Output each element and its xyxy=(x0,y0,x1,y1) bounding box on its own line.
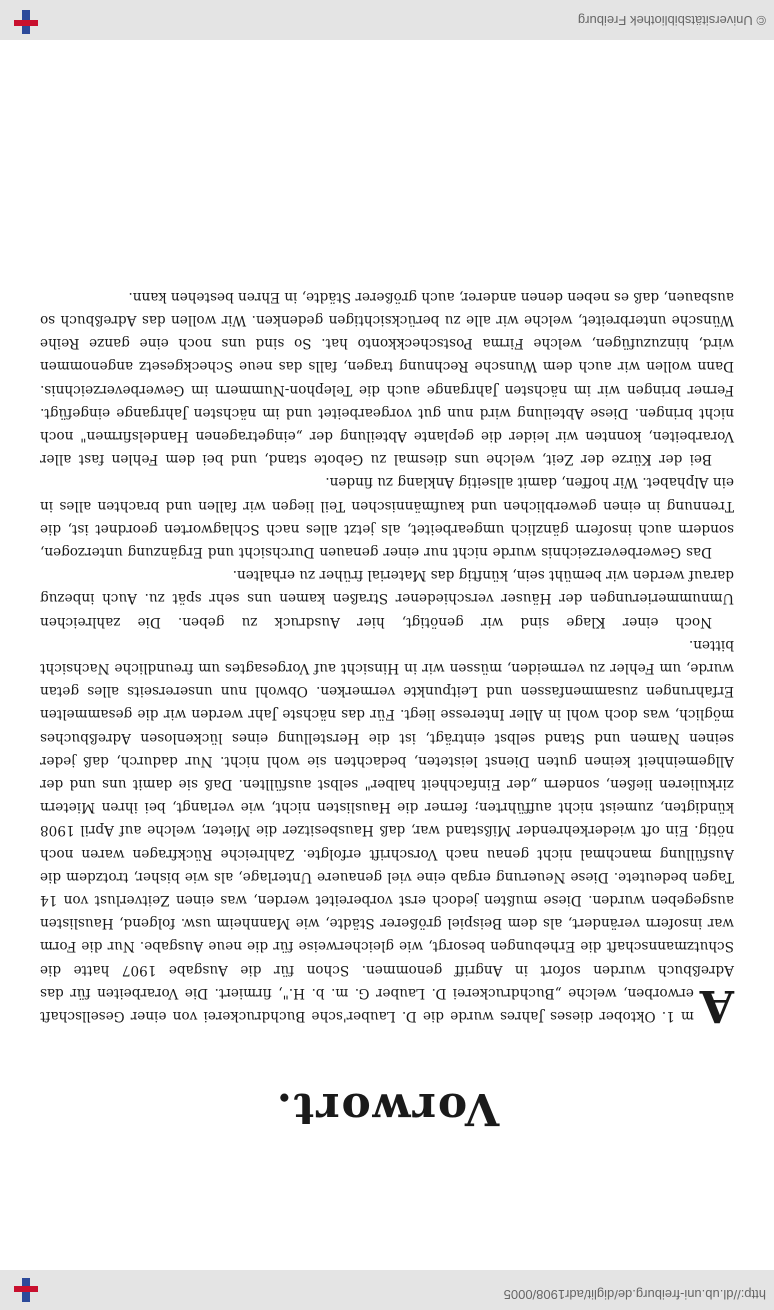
document-page xyxy=(40,52,734,1252)
source-url[interactable]: http://dl.ub.uni-freiburg.de/diglit/adr1908/0005 xyxy=(503,1287,766,1302)
paragraph-1 xyxy=(40,633,734,1031)
copyright-notice: © Universitätsbibliothek Freiburg xyxy=(577,13,766,28)
university-logo-icon xyxy=(6,1270,46,1310)
viewer-bottom-bar xyxy=(0,0,774,40)
viewer-top-bar xyxy=(0,1270,774,1310)
paragraph-1-text: m 1. Oktober dieses Jahres wurde die D. Lauber'sche Buchdruckerei von einer Gesellschaft erworben, welche „Buchdruckerei D. Lauber G. m. b. H.", firmiert. Die Vorarbeiten für das Adreßbuch wurden sofort in Angriff genommen. Schon für die Ausgabe 1907 hatte die Schutzmannschaft die Erhebungen besorgt, wie gleicherweise für die neue Ausgabe. Nur die Form war insofern verändert, als dem Beispiel größerer Städte, wie Mannheim usw. folgend, Hauslisten ausgegeben wurden. Diese mußten jedoch erst vorbereitet werden, was einen Zeitverlust von 14 Tagen bedeutete. Diese Neuerung ergab eine viel genauere Unterlage, als wie bisher, trotzdem die Ausfüllung manchmal nicht genau nach Vorschrift erfolgte. Zahlreiche Rückfragen waren noch nötig. Ein oft wiederkehrender Mißstand war, daß Hausbesitzer die Mieter, welche auf April 1908 kündigten, zumeist nicht aufführten; ferner die Hauslisten nicht, wie verlangt, bei ihren Mietern zirkulieren ließen, sondern „der Einfachheit halber" selbst ausfüllten. Daß sie damit uns und der Allgemeinheit keinen guten Dienst leisteten, bedachten sie wohl nicht. Nur dadurch, daß jeder seinen Namen und Stand selbst einträgt, ist die Herstellung eines lückenlosen Adreßbuches möglich, was doch wohl in Aller Interesse liegt. Für das nächste Jahr werden wir die gesammelten Erfahrungen zusammenfassen und Leitpunkte vermerken. Obwohl nun unsererseits alles getan wurde, um Fehler zu vermeiden, müssen wir in Hinsicht auf Vorgesagtes um freundliche Nachsicht bitten. xyxy=(40,636,734,1024)
paragraph-3: Das Gewerbeverzeichnis wurde nicht nur einer genauen Durchsicht und Ergänzung unterzogen, sondern auch insofern gänzlich umgearbeitet, als jetzt alles nach Schlagworten geordnet ist, die Trennung in einen gewerblichen und kaufmännischen Teil liegen wir fallen und brachten alles in ein Alphabet. Wir hoffen, damit allseitig Anklang zu finden. xyxy=(40,474,734,560)
university-logo-icon xyxy=(6,0,46,40)
page-title: Vorwort. xyxy=(274,1083,500,1134)
drop-cap: A xyxy=(699,980,734,1031)
paragraph-2: Noch einer Klage sind wir genötigt, hier Ausdruck zu geben. Die zahlreichen Umnummerierungen der Häuser verschiedener Straßen kamen uns sehr spät zu. Auch inbezug darauf werden wir bemüht sein, künftig das Material früher zu erhalten. xyxy=(40,567,734,630)
paragraph-4: Bei der Kürze der Zeit, welche uns diesmal zu Gebote stand, und bei dem Fehlen fast aller Vorarbeiten, konnten wir leider die geplante Abteilung der „eingetragenen Handelsfirmen" noch nicht bringen. Diese Abteilung wird nun gut vorgearbeitet und im nächsten Jahrgange eingefügt. Ferner bringen wir im nächsten Jahrgange auch die Telephon-Nummern im Gewerbeverzeichnis. Dann wollen wir auch dem Wunsche Rechnung tragen, falls das neue Scheckgesetz angenommen wird, hinzuzufügen, welche Firma Postscheckkonto hat. So sind uns noch eine ganze Reihe Wünsche unterbreitet, welche wir alle zu berücksichtigen gedenken. Wir wollen das Adreßbuch so ausbauen, daß es neben denen anderer, auch größerer Städte, in Ehren bestehen kann. xyxy=(40,288,734,468)
